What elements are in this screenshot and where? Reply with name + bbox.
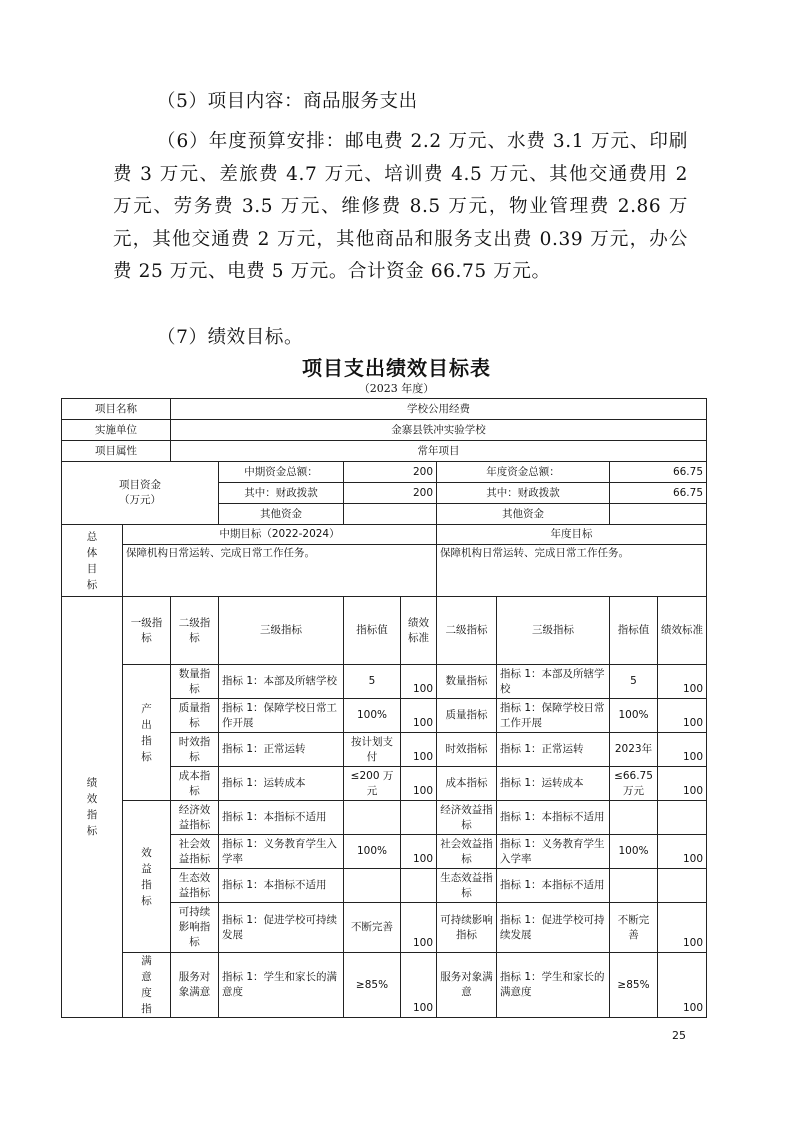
year-level2-indicator: 可持续影响指标	[437, 903, 497, 953]
level3-indicator: 指标 1：义务教育学生入学率	[219, 835, 344, 869]
year-level2-indicator: 数量指标	[437, 665, 497, 699]
mid-goal-header: 中期目标（2022-2024）	[123, 525, 437, 545]
table-subtitle: （2023 年度）	[358, 382, 435, 395]
unit-value: 金寨县铁冲实验学校	[171, 420, 707, 441]
year-level2-indicator: 服务对象满意	[437, 953, 497, 1018]
project-name-label: 项目名称	[62, 399, 171, 420]
table-row	[62, 462, 707, 483]
mid-fin-label: 其中：财政拨款	[219, 483, 344, 504]
level2-indicator: 时效指标	[171, 733, 219, 767]
header-year-level2: 二级指标	[437, 597, 497, 665]
paragraph-budget: （6）年度预算安排：邮电费 2.2 万元、水费 3.1 万元、印刷费 3 万元、差旅费 4.7 万元、培训费 4.5 万元、其他交通费用 2 万元、劳务费 3.5 万元、维修费 8.5 万元，物业管理费 2.86 万元，其他交通费 2 万元，其他商品和服务支出费 0.39 万元，办公费 25 万元、电费 5 万元。合计资金 66.75 万元。	[113, 131, 688, 282]
level3-indicator: 指标 1：运转成本	[219, 767, 344, 801]
year-goal-header: 年度目标	[437, 525, 707, 545]
level2-indicator: 可持续影响指标	[171, 903, 219, 953]
attr-value: 常年项目	[171, 441, 707, 462]
performance-standard: 100	[401, 903, 437, 953]
year-indicator-value: 不断完善	[610, 903, 658, 953]
performance-standard: 100	[401, 733, 437, 767]
level2-indicator: 数量指标	[171, 665, 219, 699]
year-performance-standard: 100	[658, 953, 707, 1018]
table-row	[62, 545, 707, 597]
level1-indicator: 满意度指	[123, 953, 171, 1018]
table-row	[62, 420, 707, 441]
unit-label: 实施单位	[62, 420, 171, 441]
year-level3-indicator: 指标 1：运转成本	[497, 767, 610, 801]
performance-standard: 100	[401, 953, 437, 1018]
mid-other-value	[344, 504, 437, 525]
year-performance-standard: 100	[658, 767, 707, 801]
level3-indicator: 指标 1：本部及所辖学校	[219, 665, 344, 699]
level3-indicator: 指标 1：本指标不适用	[219, 869, 344, 903]
paragraph-project-content: （5）项目内容：商品服务支出	[157, 91, 418, 112]
indicator-value: 不断完善	[344, 903, 401, 953]
level3-indicator: 指标 1：正常运转	[219, 733, 344, 767]
project-name-value: 学校公用经费	[171, 399, 707, 420]
level1-indicator: 效益指标	[123, 801, 171, 953]
header-year-value: 指标值	[610, 597, 658, 665]
year-level2-indicator: 质量指标	[437, 699, 497, 733]
funds-label: 项目资金 （万元）	[62, 462, 219, 525]
year-level3-indicator: 指标 1：本指标不适用	[497, 801, 610, 835]
performance-standard	[401, 869, 437, 903]
header-year-level3: 三级指标	[497, 597, 610, 665]
year-goal-text: 保障机构日常运转、完成日常工作任务。	[437, 545, 707, 597]
table-row	[62, 525, 707, 545]
level2-indicator: 社会效益指标	[171, 835, 219, 869]
year-performance-standard: 100	[658, 665, 707, 699]
table-title: 项目支出绩效目标表	[302, 356, 491, 380]
performance-standard: 100	[401, 665, 437, 699]
indicator-value	[344, 869, 401, 903]
year-level2-indicator: 时效指标	[437, 733, 497, 767]
level2-indicator: 成本指标	[171, 767, 219, 801]
level3-indicator: 指标 1：促进学校可持续发展	[219, 903, 344, 953]
performance-indicator-label: 绩效指标	[62, 597, 123, 1018]
level2-indicator: 服务对象满意	[171, 953, 219, 1018]
table-row	[62, 597, 707, 665]
table-row	[62, 665, 707, 699]
year-total-label: 年度资金总额：	[437, 462, 610, 483]
table-row	[62, 399, 707, 420]
year-level3-indicator: 指标 1：义务教育学生入学率	[497, 835, 610, 869]
header-year-standard: 绩效标准	[658, 597, 707, 665]
level2-indicator: 经济效益指标	[171, 801, 219, 835]
year-indicator-value: ≤66.75 万元	[610, 767, 658, 801]
indicator-value: 100%	[344, 835, 401, 869]
indicator-value: 100%	[344, 699, 401, 733]
year-level3-indicator: 指标 1：保障学校日常工作开展	[497, 699, 610, 733]
header-level2: 二级指标	[171, 597, 219, 665]
year-performance-standard: 100	[658, 699, 707, 733]
level3-indicator: 指标 1：保障学校日常工作开展	[219, 699, 344, 733]
year-level2-indicator: 生态效益指标	[437, 869, 497, 903]
year-indicator-value: 5	[610, 665, 658, 699]
year-total-value: 66.75	[610, 462, 707, 483]
year-level3-indicator: 指标 1：学生和家长的满意度	[497, 953, 610, 1018]
mid-total-value: 200	[344, 462, 437, 483]
level1-indicator: 产出指标	[123, 665, 171, 801]
year-indicator-value: 100%	[610, 835, 658, 869]
indicator-value: ≤200 万元	[344, 767, 401, 801]
table-row	[62, 441, 707, 462]
year-level3-indicator: 指标 1：本指标不适用	[497, 869, 610, 903]
year-indicator-value: ≥85%	[610, 953, 658, 1018]
year-performance-standard: 100	[658, 835, 707, 869]
level2-indicator: 生态效益指标	[171, 869, 219, 903]
year-other-value	[610, 504, 707, 525]
mid-fin-value: 200	[344, 483, 437, 504]
indicator-value: 按计划支付	[344, 733, 401, 767]
year-indicator-value: 100%	[610, 699, 658, 733]
year-fin-label: 其中：财政拨款	[437, 483, 610, 504]
header-value: 指标值	[344, 597, 401, 665]
performance-standard: 100	[401, 699, 437, 733]
year-performance-standard	[658, 801, 707, 835]
performance-table	[61, 398, 707, 1018]
table-row	[62, 801, 707, 835]
performance-standard	[401, 801, 437, 835]
mid-total-label: 中期资金总额：	[219, 462, 344, 483]
year-level2-indicator: 经济效益指标	[437, 801, 497, 835]
indicator-value	[344, 801, 401, 835]
indicator-value: 5	[344, 665, 401, 699]
year-performance-standard: 100	[658, 733, 707, 767]
year-performance-standard: 100	[658, 903, 707, 953]
header-level1: 一级指标	[123, 597, 171, 665]
performance-standard: 100	[401, 835, 437, 869]
year-level2-indicator: 成本指标	[437, 767, 497, 801]
mid-other-label: 其他资金	[219, 504, 344, 525]
year-indicator-value: 2023年	[610, 733, 658, 767]
year-performance-standard	[658, 869, 707, 903]
mid-goal-text: 保障机构日常运转、完成日常工作任务。	[123, 545, 437, 597]
year-indicator-value	[610, 801, 658, 835]
attr-label: 项目属性	[62, 441, 171, 462]
level3-indicator: 指标 1：本指标不适用	[219, 801, 344, 835]
year-level3-indicator: 指标 1：本部及所辖学校	[497, 665, 610, 699]
indicator-value: ≥85%	[344, 953, 401, 1018]
header-standard: 绩效标准	[401, 597, 437, 665]
year-fin-value: 66.75	[610, 483, 707, 504]
paragraph-performance-goal: （7）绩效目标。	[157, 327, 304, 348]
year-level3-indicator: 指标 1：促进学校可持续发展	[497, 903, 610, 953]
table-row	[62, 953, 707, 1018]
level3-indicator: 指标 1：学生和家长的满意度	[219, 953, 344, 1018]
level2-indicator: 质量指标	[171, 699, 219, 733]
performance-standard: 100	[401, 767, 437, 801]
year-level2-indicator: 社会效益指标	[437, 835, 497, 869]
page-number: 25	[672, 1029, 686, 1042]
year-indicator-value	[610, 869, 658, 903]
header-level3: 三级指标	[219, 597, 344, 665]
year-other-label: 其他资金	[437, 504, 610, 525]
year-level3-indicator: 指标 1：正常运转	[497, 733, 610, 767]
overall-goal-label: 总体目标	[62, 525, 123, 597]
